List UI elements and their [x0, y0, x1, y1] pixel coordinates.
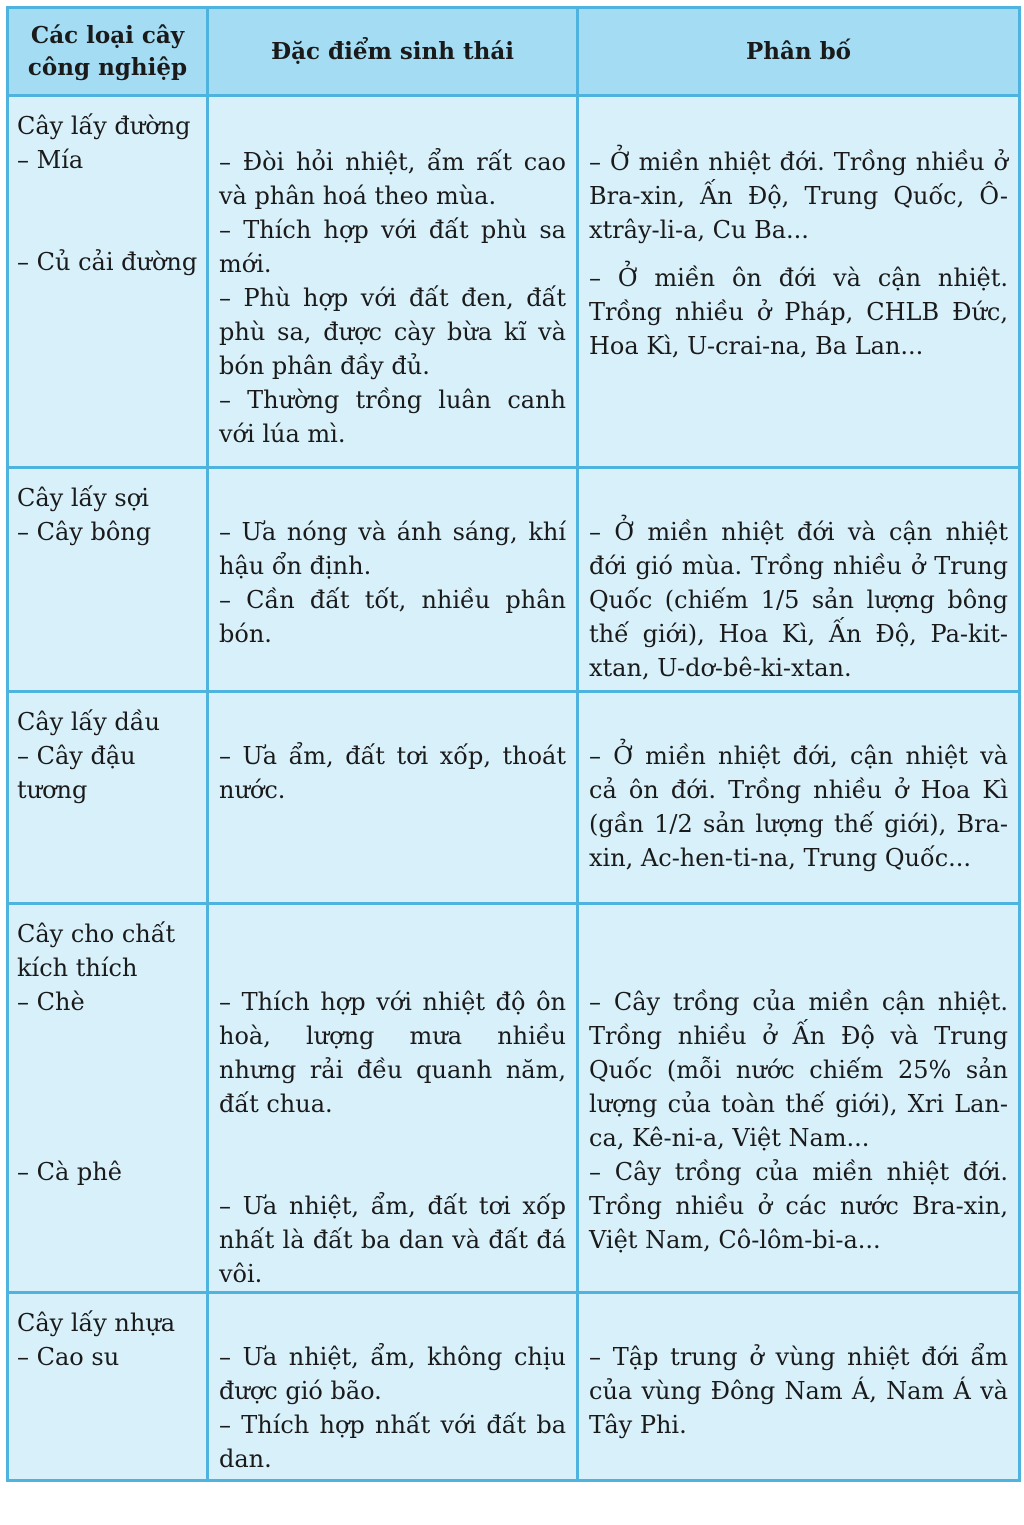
ecology-cell	[208, 692, 578, 904]
ecology-text: – Ưa nhiệt, ẩm, không chịu được gió bão.	[219, 1343, 566, 1405]
crop-item: – Cao su	[17, 1343, 120, 1371]
crop-item: – Cà phê	[17, 1158, 122, 1186]
crop-type-cell	[8, 904, 208, 1293]
distribution-text: – Cây trồng của miền cận nhiệt. Trồng nhiều ở Ấn Độ và Trung Quốc (mỗi nước chiếm 25% sản lượng của toàn thế giới), Xri Lan-ca, Kê-ni-a, Việt Nam...	[589, 988, 1008, 1152]
crop-type-cell	[8, 692, 208, 904]
header-ecology: Đặc điểm sinh thái	[208, 8, 578, 96]
distribution-text: – Ở miền nhiệt đới, cận nhiệt và cả ôn đới. Trồng nhiều ở Hoa Kì (gần 1/2 sản lượng thế giới), Bra-xin, Ac-hen-ti-na, Trung Quốc...	[589, 742, 1008, 872]
crop-group-label: Cây lấy sợi	[17, 484, 149, 512]
distribution-cell	[578, 1293, 1020, 1481]
crop-item: – Chè	[17, 988, 85, 1016]
crop-group-label: Cây lấy nhựa	[17, 1309, 176, 1337]
distribution-cell	[578, 96, 1020, 468]
crop-item: – Củ cải đường	[17, 248, 198, 276]
table-row	[8, 1293, 1020, 1481]
ecology-text: – Cần đất tốt, nhiều phân bón.	[219, 586, 566, 648]
distribution-text: – Cây trồng của miền nhiệt đới. Trồng nhiều ở các nước Bra-xin, Việt Nam, Cô-lôm-bi-a...	[589, 1158, 1008, 1254]
crop-type-cell	[8, 468, 208, 692]
table-row	[8, 468, 1020, 692]
ecology-text: – Ưa ẩm, đất tơi xốp, thoát nước.	[219, 742, 566, 804]
ecology-cell	[208, 904, 578, 1293]
table-row	[8, 904, 1020, 1293]
ecology-text: – Thích hợp với nhiệt độ ôn hoà, lượng mưa nhiều nhưng rải đều quanh năm, đất chua.	[219, 988, 566, 1118]
ecology-text: – Thường trồng luân canh với lúa mì.	[219, 386, 566, 448]
distribution-text: – Ở miền ôn đới và cận nhiệt. Trồng nhiều ở Pháp, CHLB Đức, Hoa Kì, U-crai-na, Ba Lan...	[589, 264, 1008, 360]
header-crop-type: Các loại cây công nghiệp	[8, 8, 208, 96]
table-row	[8, 96, 1020, 468]
crop-item: – Cây đậu tương	[17, 742, 136, 804]
distribution-cell	[578, 692, 1020, 904]
ecology-cell	[208, 468, 578, 692]
ecology-cell	[208, 96, 578, 468]
distribution-cell	[578, 904, 1020, 1293]
crop-type-cell	[8, 1293, 208, 1481]
crop-group-label: Cây cho chất kích thích	[17, 920, 176, 982]
crop-group-label: Cây lấy đường	[17, 112, 191, 140]
crop-item: – Cây bông	[17, 518, 152, 546]
crop-group-label: Cây lấy dầu	[17, 708, 160, 736]
ecology-text: – Ưa nhiệt, ẩm, đất tơi xốp nhất là đất ba dan và đất đá vôi.	[219, 1192, 566, 1288]
ecology-text: – Thích hợp với đất phù sa mới.	[219, 216, 566, 278]
ecology-text: – Phù hợp với đất đen, đất phù sa, được cày bừa kĩ và bón phân đầy đủ.	[219, 284, 566, 380]
ecology-text: – Thích hợp nhất với đất ba dan.	[219, 1411, 566, 1473]
distribution-text: – Ở miền nhiệt đới. Trồng nhiều ở Bra-xin, Ấn Độ, Trung Quốc, Ô-xtrây-li-a, Cu Ba...	[589, 148, 1008, 244]
distribution-text: – Tập trung ở vùng nhiệt đới ẩm của vùng Đông Nam Á, Nam Á và Tây Phi.	[589, 1343, 1008, 1439]
table-row	[8, 692, 1020, 904]
ecology-text: – Đòi hỏi nhiệt, ẩm rất cao và phân hoá theo mùa.	[219, 148, 566, 210]
crop-item: – Mía	[17, 146, 84, 174]
distribution-text: – Ở miền nhiệt đới và cận nhiệt đới gió mùa. Trồng nhiều ở Trung Quốc (chiếm 1/5 sản lượng bông thế giới), Hoa Kì, Ấn Độ, Pa-kit-xtan, U-dơ-bê-ki-xtan.	[589, 518, 1008, 682]
header-row	[8, 8, 1020, 96]
crop-type-cell	[8, 96, 208, 468]
ecology-text: – Ưa nóng và ánh sáng, khí hậu ổn định.	[219, 518, 566, 580]
crops-table	[6, 6, 1021, 1482]
ecology-cell	[208, 1293, 578, 1481]
distribution-cell	[578, 468, 1020, 692]
header-distribution: Phân bố	[578, 8, 1020, 96]
